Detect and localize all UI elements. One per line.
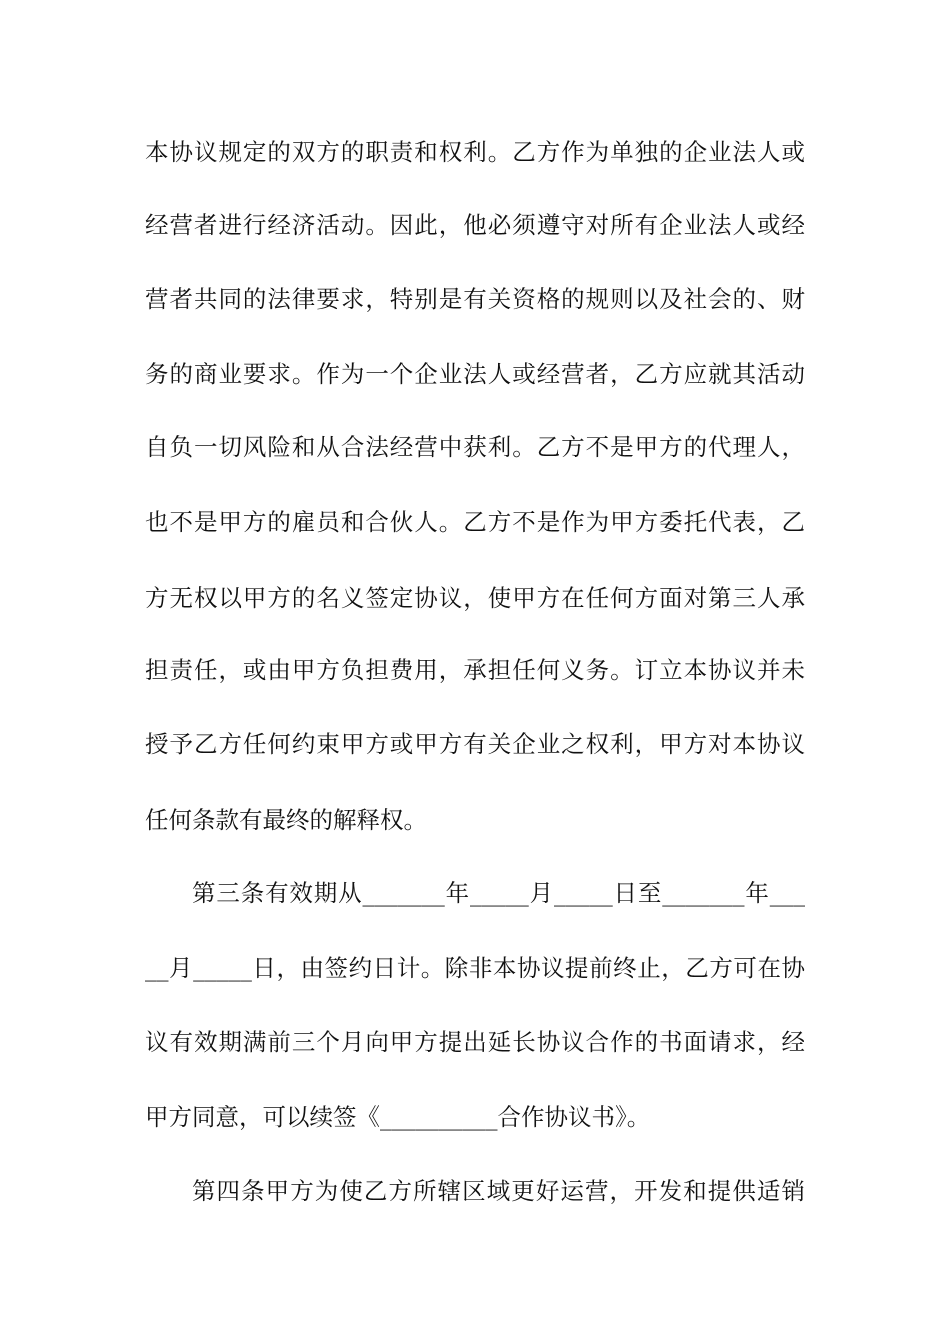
paragraph-line-6: 也不是甲方的雇员和合伙人。乙方不是作为甲方委托代表，乙 bbox=[145, 508, 805, 536]
paragraph-line-1: 本协议规定的双方的职责和权利。乙方作为单独的企业法人或 bbox=[145, 138, 805, 166]
article-3-line-1: 第三条有效期从_______年_____月_____日至_______年___ bbox=[192, 879, 805, 907]
paragraph-line-3: 营者共同的法律要求，特别是有关资格的规则以及社会的、财 bbox=[145, 285, 805, 313]
paragraph-line-8: 担责任，或由甲方负担费用，承担任何义务。订立本协议并未 bbox=[145, 656, 805, 684]
article-3-line-3: 议有效期满前三个月向甲方提出延长协议合作的书面请求，经 bbox=[145, 1028, 805, 1056]
article-4-line-1: 第四条甲方为使乙方所辖区域更好运营，开发和提供适销 bbox=[192, 1177, 805, 1205]
paragraph-line-2: 经营者进行经济活动。因此，他必须遵守对所有企业法人或经 bbox=[145, 211, 805, 239]
paragraph-line-10: 任何条款有最终的解释权。 bbox=[145, 806, 427, 834]
paragraph-line-4: 务的商业要求。作为一个企业法人或经营者，乙方应就其活动 bbox=[145, 360, 805, 388]
paragraph-line-7: 方无权以甲方的名义签定协议，使甲方在任何方面对第三人承 bbox=[145, 584, 805, 612]
paragraph-line-9: 授予乙方任何约束甲方或甲方有关企业之权利，甲方对本协议 bbox=[145, 730, 805, 758]
paragraph-line-5: 自负一切风险和从合法经营中获利。乙方不是甲方的代理人， bbox=[145, 433, 805, 461]
article-3-line-2: __月_____日，由签约日计。除非本协议提前终止，乙方可在协 bbox=[145, 954, 805, 982]
article-3-line-4: 甲方同意，可以续签《__________合作协议书》。 bbox=[145, 1103, 651, 1131]
